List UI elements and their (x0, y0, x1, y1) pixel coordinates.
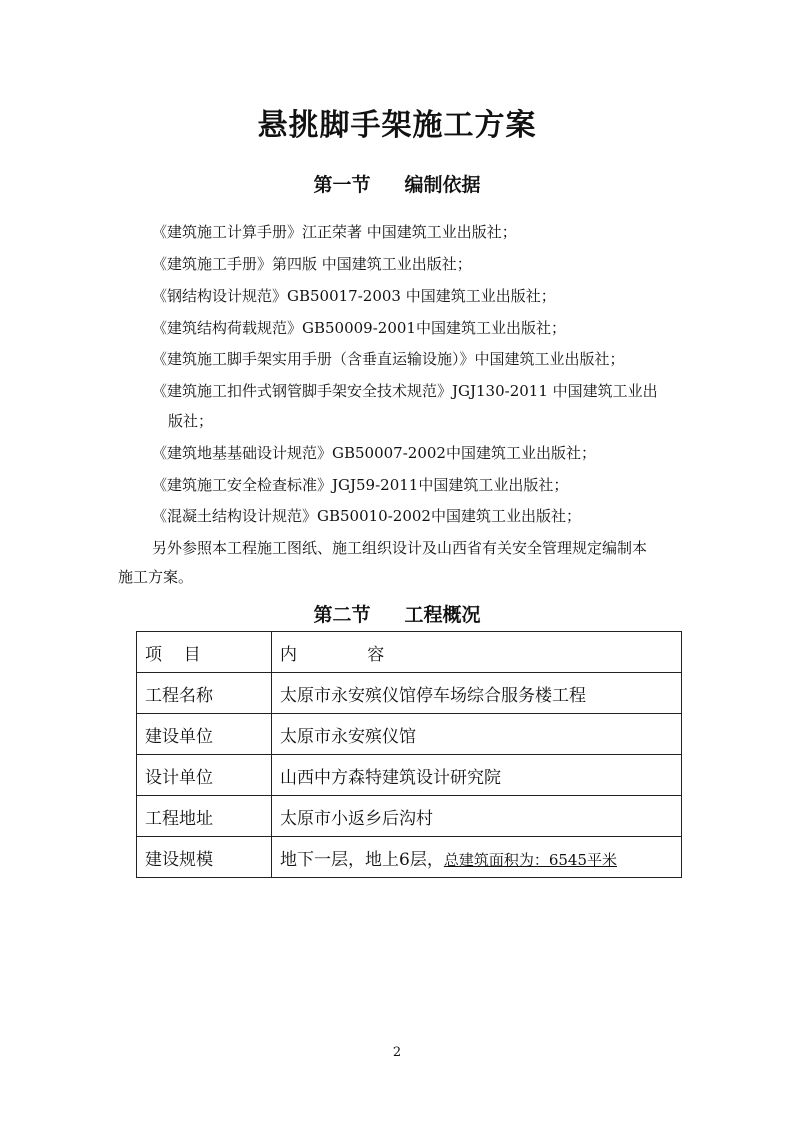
table-label-cell: 建设单位 (137, 714, 272, 755)
table-row (137, 796, 682, 837)
reference-item: 《建筑结构荷载规范》GB50009-2001中国建筑工业出版社； (152, 319, 566, 337)
project-overview-table (136, 631, 682, 878)
reference-item: 《建筑施工手册》第四版 中国建筑工业出版社； (152, 255, 472, 273)
table-value-cell: 太原市永安殡仪馆 (272, 714, 682, 755)
reference-item: 《混凝土结构设计规范》GB50010-2002中国建筑工业出版社； (152, 507, 581, 525)
body-paragraph-continuation: 施工方案。 (118, 568, 194, 586)
table-label-cell: 建设规模 (137, 837, 272, 878)
section-name: 工程概况 (404, 604, 481, 626)
table-row (137, 673, 682, 714)
page-number: 2 (392, 1045, 402, 1060)
table-header-cell: 内 容 (272, 632, 682, 673)
table-value-cell: 山西中方森特建筑设计研究院 (272, 755, 682, 796)
table-label-cell: 工程地址 (137, 796, 272, 837)
reference-item-continuation: 版社； (168, 412, 214, 430)
table-row (137, 755, 682, 796)
table-row (137, 714, 682, 755)
section-name: 编制依据 (404, 174, 481, 196)
table-row (137, 837, 682, 878)
table-header-cell: 项 目 (137, 632, 272, 673)
table-label-cell: 工程名称 (137, 673, 272, 714)
section-heading-2 (0, 600, 794, 627)
reference-item: 《钢结构设计规范》GB50017-2003 中国建筑工业出版社； (152, 287, 556, 305)
section-number: 第一节 (313, 174, 371, 196)
section-heading-1 (0, 170, 794, 197)
table-header-row (137, 632, 682, 673)
body-paragraph: 另外参照本工程施工图纸、施工组织设计及山西省有关安全管理规定编制本 (152, 539, 648, 557)
reference-item: 《建筑地基基础设计规范》GB50007-2002中国建筑工业出版社； (152, 444, 596, 462)
reference-item: 《建筑施工脚手架实用手册（含垂直运输设施）》中国建筑工业出版社； (152, 350, 625, 368)
section-number: 第二节 (313, 604, 371, 626)
table-value-cell (272, 837, 682, 878)
reference-item: 《建筑施工扣件式钢管脚手架安全技术规范》JGJ130-2011 中国建筑工业出 (152, 382, 658, 400)
document-title: 悬挑脚手架施工方案 (257, 108, 537, 143)
reference-item: 《建筑施工安全检查标准》JGJ59-2011中国建筑工业出版社； (152, 476, 569, 494)
table-value-cell: 太原市永安殡仪馆停车场综合服务楼工程 (272, 673, 682, 714)
table-value-cell: 太原市小返乡后沟村 (272, 796, 682, 837)
total-area-text: 总建筑面积为：6545平米 (443, 850, 618, 869)
scale-text: 地下一层，地上6层， (280, 849, 444, 870)
reference-item: 《建筑施工计算手册》江正荣著 中国建筑工业出版社； (152, 223, 517, 241)
table-label-cell: 设计单位 (137, 755, 272, 796)
